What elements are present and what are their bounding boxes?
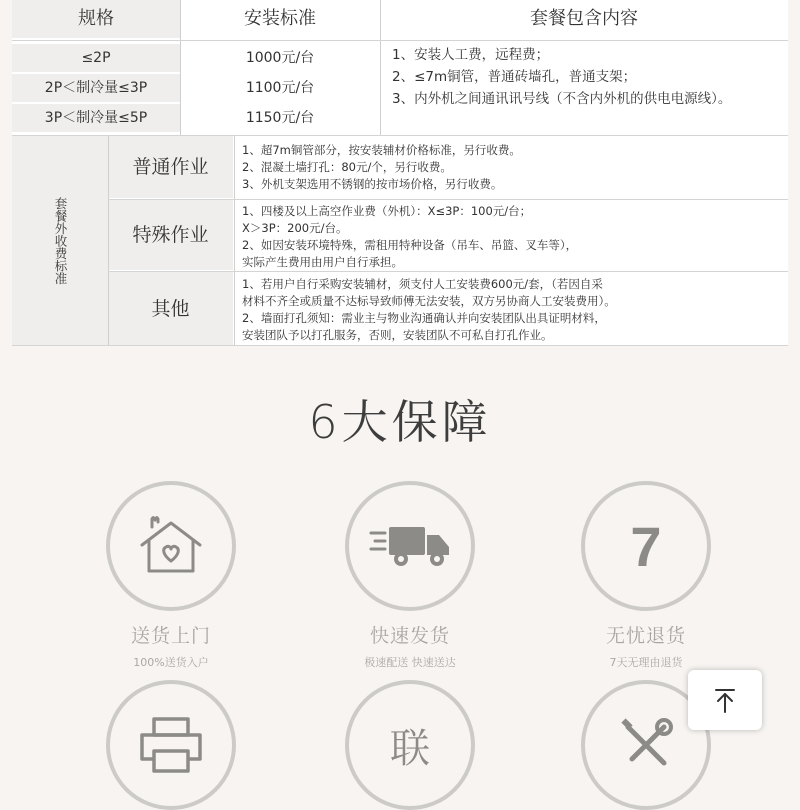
header-contents: 套餐包含内容: [380, 0, 788, 38]
spec-cell: 2P＜制冷量≤3P: [12, 74, 180, 102]
rule-line: 材料不齐全或质量不达标导致师傅无法安装，双方另协商人工安装费用）。: [242, 294, 616, 308]
guarantee-returns: [546, 481, 746, 670]
guarantee-title: 无忧退货: [605, 625, 686, 647]
divider: [108, 271, 788, 272]
rules-special: [242, 203, 782, 271]
guarantee-subtitle: 100%送货入户: [133, 656, 209, 669]
rule-line: 安装团队予以打孔服务，否则，安装团队不可私自打孔作业。: [242, 328, 553, 342]
rule-line: 2、如因安装环境特殊，需租用特种设备（吊车、吊篮、叉车等），: [242, 238, 578, 252]
delivery-truck-icon: [369, 521, 451, 571]
rule-line: X＞3P：200元/台。: [242, 221, 348, 235]
printer-icon: [138, 715, 204, 775]
package-item: 1、安装人工费，远程费；: [392, 47, 550, 63]
guarantee-joint: [310, 680, 510, 810]
divider: [234, 136, 235, 346]
rule-line: 1、四楼及以上高空作业费（外机）：X≤3P：100元/台；: [242, 204, 532, 218]
header-standard: 安装标准: [180, 0, 380, 38]
back-to-top-button[interactable]: [688, 670, 762, 730]
header-spec: 规格: [12, 0, 180, 38]
divider: [380, 0, 381, 136]
package-item: 2、≤7m铜管，普通砖墙孔，普通支架；: [392, 69, 637, 85]
rule-line: 3、外机支架选用不锈钢的按市场价格，另行收费。: [242, 177, 503, 191]
house-heart-icon: [136, 515, 206, 577]
category-special: 特殊作业: [108, 200, 233, 270]
divider: [12, 40, 788, 41]
lian-icon: 联: [390, 725, 430, 772]
divider: [12, 135, 788, 136]
price-cell: 1000元/台: [245, 50, 315, 66]
rule-line: 1、超7m铜管部分，按安装辅材价格标准，另行收费。: [242, 143, 521, 157]
guarantee-home-delivery: [71, 481, 271, 670]
guarantee-title: 快速发货: [369, 625, 450, 647]
extra-fees-label: 套餐外收费标准: [12, 136, 108, 346]
price-cell: 1100元/台: [245, 80, 315, 96]
rule-line: 2、墙面打孔须知：需业主与物业沟通确认并向安装团队出具证明材料，: [242, 311, 606, 325]
guarantee-subtitle: 7天无理由退货: [609, 656, 683, 669]
seven-icon: 7: [630, 514, 662, 578]
package-item: 3、内外机之间通讯讯号线（不含内外机的供电电源线）。: [392, 91, 732, 107]
guarantee-title: 送货上门: [130, 625, 211, 647]
package-contents: [392, 44, 782, 110]
price-cell: 1150元/台: [245, 110, 315, 126]
guarantee-subtitle: 极速配送 快速送达: [364, 656, 456, 669]
rule-line: 2、混凝土墙打孔：80元/个，另行收费。: [242, 160, 452, 174]
category-other: 其他: [108, 272, 233, 346]
rule-line: 实际产生费用由用户自行承担。: [242, 255, 403, 269]
divider: [12, 345, 788, 346]
rules-normal: [242, 142, 782, 193]
divider: [108, 136, 109, 346]
guarantee-invoice: [71, 680, 271, 810]
tools-icon: [616, 715, 676, 775]
guarantee-fast-shipping: [310, 481, 510, 670]
guarantees-title: 6大保障: [308, 395, 492, 449]
divider: [180, 0, 181, 136]
arrow-up-icon: [710, 685, 740, 715]
rule-line: 1、若用户自行采购安装辅材，须支付人工安装费600元/套，（若因自采: [242, 277, 603, 291]
rules-other: [242, 276, 782, 344]
category-normal: 普通作业: [108, 136, 233, 198]
spec-cell: 3P＜制冷量≤5P: [12, 104, 180, 132]
spec-cell: ≤2P: [12, 44, 180, 72]
divider: [108, 199, 788, 200]
pricing-table: [12, 0, 788, 346]
